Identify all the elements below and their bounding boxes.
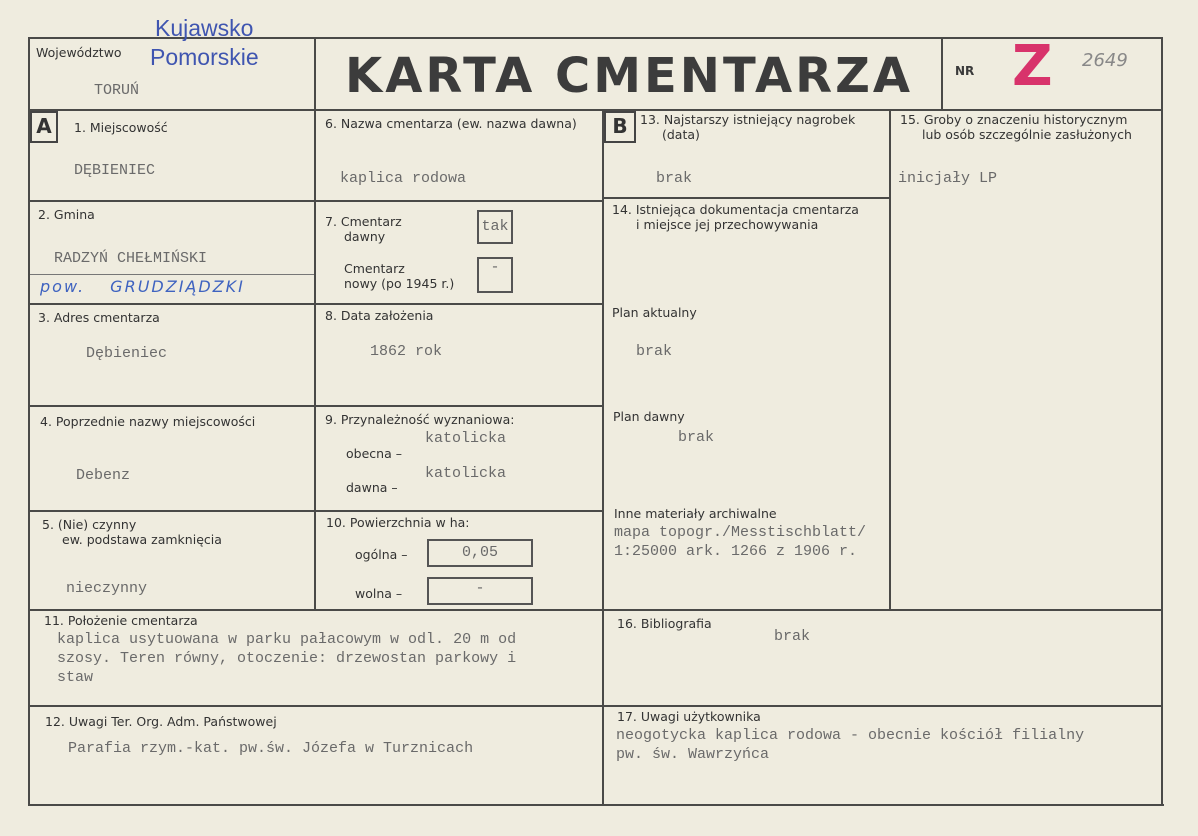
field-label: Plan aktualny bbox=[612, 305, 697, 320]
field-label: Plan dawny bbox=[613, 409, 685, 424]
cmentarz-dawny-checkbox: tak bbox=[477, 210, 513, 244]
data-zalozenia-value: 1862 rok bbox=[370, 343, 443, 360]
divider bbox=[889, 109, 891, 609]
field-label: 14. Istniejąca dokumentacja cmentarza bbox=[612, 202, 859, 217]
plan-dawny-value: brak bbox=[678, 429, 715, 446]
obecna-value: katolicka bbox=[425, 430, 507, 447]
inne-materialy-value: 1:25000 ark. 1266 z 1906 r. bbox=[614, 543, 858, 560]
field-label: 17. Uwagi użytkownika bbox=[617, 709, 761, 724]
field-label: 12. Uwagi Ter. Org. Adm. Państwowej bbox=[45, 714, 277, 729]
bibliografia-value: brak bbox=[774, 628, 811, 645]
poprzednie-nazwy-value: Debenz bbox=[76, 467, 131, 484]
uwagi-uzytkownika-value: neogotycka kaplica rodowa - obecnie kościół filialny bbox=[616, 727, 1085, 744]
field-label: Inne materiały archiwalne bbox=[614, 506, 777, 521]
wojewodztwo-stamp: Kujawsko bbox=[155, 15, 254, 41]
field-label: 10. Powierzchnia w ha: bbox=[326, 515, 470, 530]
section-a-marker: A bbox=[30, 111, 58, 143]
border-right bbox=[1161, 37, 1163, 806]
divider bbox=[604, 197, 890, 199]
field-label: 8. Data założenia bbox=[325, 308, 434, 323]
groby-historyczne-value: inicjały LP bbox=[898, 170, 998, 187]
powiat-handwritten: pow. GRUDZIĄDZKI bbox=[40, 277, 245, 296]
field-label: 3. Adres cmentarza bbox=[38, 310, 160, 325]
divider bbox=[28, 200, 604, 202]
nazwa-cmentarza-value: kaplica rodowa bbox=[340, 170, 467, 187]
wojewodztwo-stamp: Pomorskie bbox=[150, 44, 259, 70]
nr-number: 2649 bbox=[1082, 50, 1128, 71]
field-label: obecna – bbox=[346, 446, 402, 461]
section-b-marker: B bbox=[604, 111, 636, 143]
border-left bbox=[28, 37, 30, 806]
field-label: 16. Bibliografia bbox=[617, 616, 712, 631]
field-label: 7. Cmentarz bbox=[325, 214, 402, 229]
field-label: Cmentarz bbox=[344, 261, 405, 276]
gmina-value: RADZYŃ CHEŁMIŃSKI bbox=[54, 250, 208, 267]
divider bbox=[28, 510, 604, 512]
field-label: 4. Poprzednie nazwy miejscowości bbox=[40, 414, 256, 429]
field-label: dawna – bbox=[346, 480, 398, 495]
inne-materialy-value: mapa topogr./Messtischblatt/ bbox=[614, 524, 867, 541]
plan-aktualny-value: brak bbox=[636, 343, 673, 360]
nr-label: NR bbox=[955, 64, 975, 78]
nr-stamp: Z bbox=[1012, 34, 1053, 99]
border-bottom bbox=[28, 804, 1164, 806]
field-label: wolna – bbox=[355, 586, 403, 601]
adres-value: Dębieniec bbox=[86, 345, 168, 362]
divider bbox=[28, 705, 1162, 707]
page-title: KARTA CMENTARZA bbox=[345, 48, 914, 104]
dawna-value: katolicka bbox=[425, 465, 507, 482]
divider bbox=[28, 609, 1162, 611]
field-label: (data) bbox=[662, 127, 700, 142]
field-label: 15. Groby o znaczeniu historycznym bbox=[900, 112, 1128, 127]
field-label: nowy (po 1945 r.) bbox=[344, 276, 455, 291]
polozenie-value: kaplica usytuowana w parku pałacowym w odl. 20 m od bbox=[57, 631, 517, 648]
divider bbox=[30, 274, 314, 275]
field-label: lub osób szczególnie zasłużonych bbox=[922, 127, 1132, 142]
field-label: 2. Gmina bbox=[38, 207, 95, 222]
field-label: ogólna – bbox=[355, 547, 408, 562]
divider bbox=[602, 109, 604, 805]
field-label: dawny bbox=[344, 229, 386, 244]
cmentarz-nowy-checkbox: - bbox=[477, 257, 513, 293]
divider bbox=[28, 405, 604, 407]
divider bbox=[314, 37, 316, 610]
uwagi-uzytkownika-value: pw. św. Wawrzyńca bbox=[616, 746, 770, 763]
field-label: i miejsce jej przechowywania bbox=[636, 217, 819, 232]
wojewodztwo-value: TORUŃ bbox=[94, 82, 140, 99]
field-label: 11. Położenie cmentarza bbox=[44, 613, 198, 628]
divider bbox=[28, 303, 604, 305]
najstarszy-nagrobek-value: brak bbox=[656, 170, 693, 187]
powierzchnia-ogolna-value: 0,05 bbox=[427, 539, 533, 567]
powierzchnia-wolna-value: - bbox=[427, 577, 533, 605]
field-label: 1. Miejscowość bbox=[74, 120, 168, 135]
polozenie-value: szosy. Teren równy, otoczenie: drzewostan parkowy i bbox=[57, 650, 517, 667]
divider bbox=[28, 109, 1162, 111]
wojewodztwo-label: Województwo bbox=[36, 45, 122, 60]
czynny-value: nieczynny bbox=[66, 580, 148, 597]
uwagi-ter-org-value: Parafia rzym.-kat. pw.św. Józefa w Turznicach bbox=[68, 740, 474, 757]
divider bbox=[941, 37, 943, 110]
field-label: 6. Nazwa cmentarza (ew. nazwa dawna) bbox=[325, 116, 577, 131]
field-label: 5. (Nie) czynny bbox=[42, 517, 137, 532]
field-label: 9. Przynależność wyznaniowa: bbox=[325, 412, 515, 427]
miejscowosc-value: DĘBIENIEC bbox=[74, 162, 156, 179]
polozenie-value: staw bbox=[57, 669, 94, 686]
field-label: ew. podstawa zamknięcia bbox=[62, 532, 222, 547]
field-label: 13. Najstarszy istniejący nagrobek bbox=[640, 112, 856, 127]
